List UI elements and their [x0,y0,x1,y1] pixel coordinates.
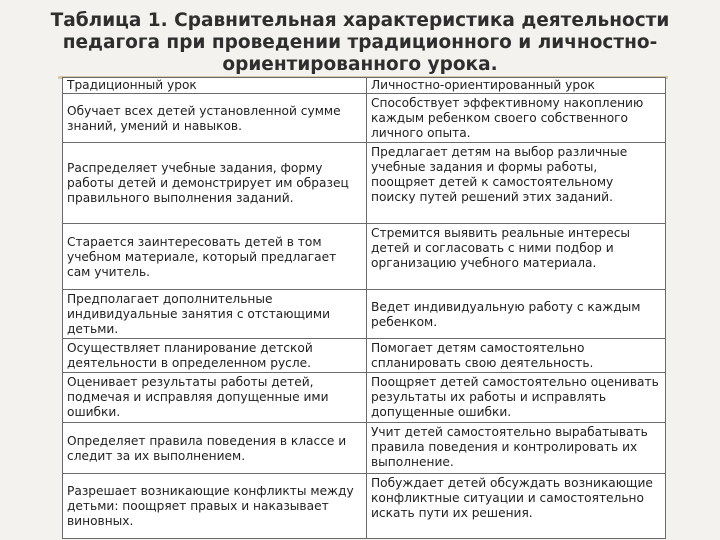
cell-traditional: Распределяет учебные задания, форму работы детей и демонстрирует им образец правильного выполнения заданий. [63,143,367,224]
table-row [63,474,666,539]
cell-traditional: Оценивает результаты работы детей, подмечая и исправляя допущенные ими ошибки. [63,373,367,423]
cell-traditional: Определяет правила поведения в классе и следит за их выполнением. [63,423,367,474]
cell-person-oriented: Стремится выявить реальные интересы детей и согласовать с ними подбор и организацию учебного материала. [367,224,666,290]
table-row [63,143,666,224]
table-row [63,339,666,373]
header-person-oriented: Личностно-ориентированный урок [367,78,666,94]
header-traditional: Традиционный урок [63,78,367,94]
cell-traditional: Старается заинтересовать детей в том учебном материале, который предлагает сам учитель. [63,224,367,290]
table-row [63,423,666,474]
table-row [63,290,666,339]
cell-person-oriented: Способствует эффективному накоплению каждым ребенком своего собственного личного опыта. [367,94,666,143]
cell-traditional: Разрешает возникающие конфликты между детьми: поощряет правых и наказывает виновных. [63,474,367,539]
table-header-row [63,78,666,94]
table-row [63,94,666,143]
table-row [63,373,666,423]
cell-traditional: Предполагает дополнительные индивидуальные занятия с отстающими детьми. [63,290,367,339]
cell-traditional: Осуществляет планирование детской деятельности в определенном русле. [63,339,367,373]
title-line-1: Таблица 1. Сравнительная характеристика деятельности [50,10,670,31]
page-title [0,10,720,76]
cell-person-oriented: Поощряет детей самостоятельно оценивать результаты их работы и исправлять допущенные ошибки. [367,373,666,423]
title-line-3: ориентированного урока. [222,54,498,75]
cell-person-oriented: Учит детей самостоятельно вырабатывать правила поведения и контролировать их выполнение. [367,423,666,474]
comparison-table [62,77,666,539]
cell-person-oriented: Побуждает детей обсуждать возникающие конфликтные ситуации и самостоятельно искать пути их решения. [367,474,666,539]
cell-traditional: Обучает всех детей установленной сумме знаний, умений и навыков. [63,94,367,143]
table-row [63,224,666,290]
cell-person-oriented: Ведет индивидуальную работу с каждым ребенком. [367,290,666,339]
title-line-2: педагога при проведении традиционного и личностно- [62,32,658,53]
cell-person-oriented: Предлагает детям на выбор различные учебные задания и формы работы, поощряет детей к самостоятельному поиску путей решений этих заданий. [367,143,666,224]
cell-person-oriented: Помогает детям самостоятельно спланировать свою деятельность. [367,339,666,373]
